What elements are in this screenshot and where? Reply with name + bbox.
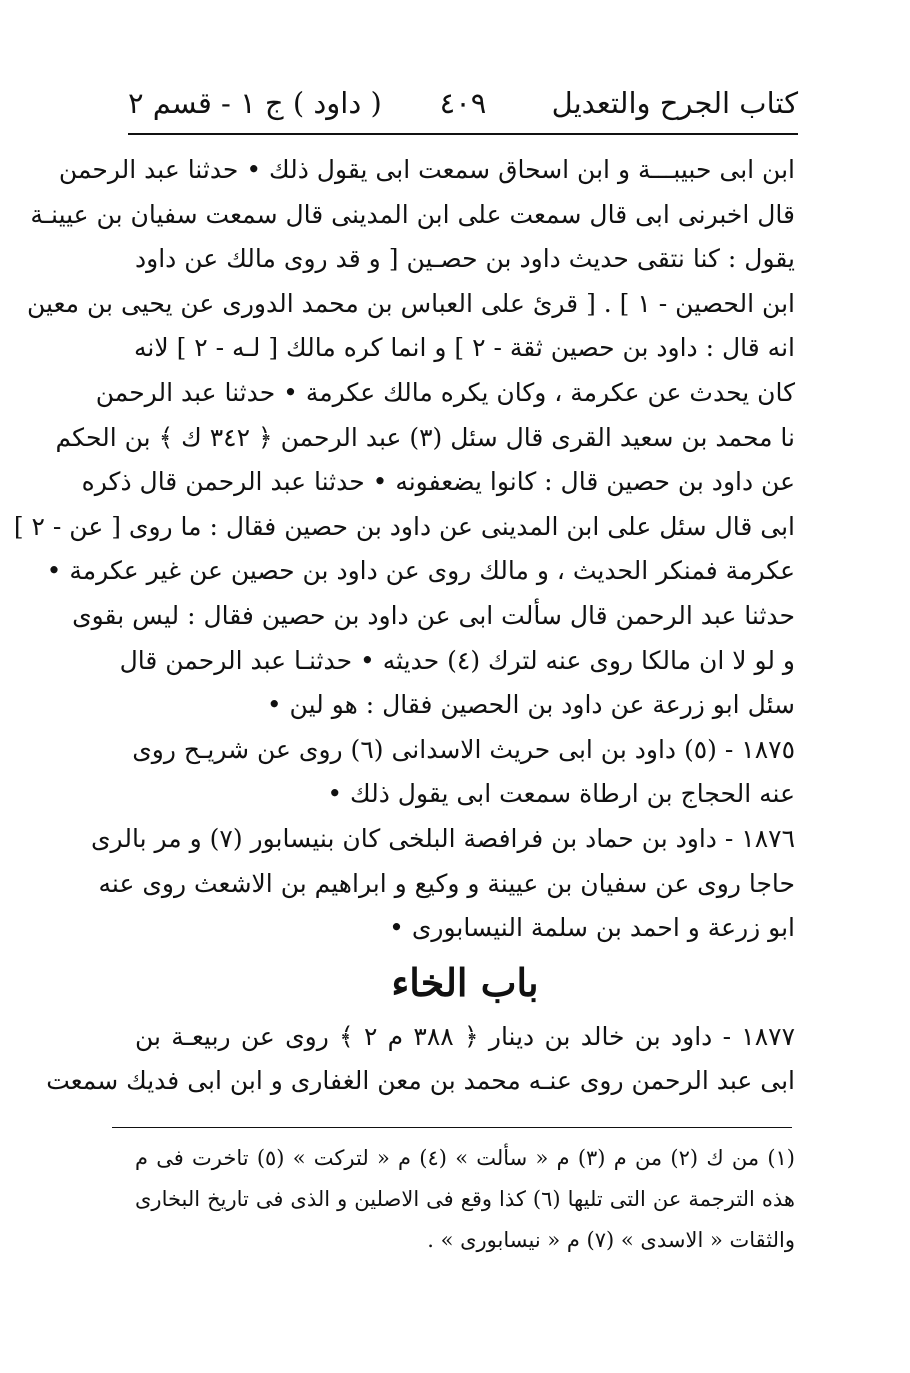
text-line: كان يحدث عن عكرمة ، وكان يكره مالك عكرمة • حدثنا عبد الرحمن — [95, 377, 795, 407]
book-title: كتاب الجرح والتعديل — [551, 86, 798, 120]
chapter-heading: باب الخاء — [391, 959, 539, 1005]
text-line: قال اخبرنى ابى قال سمعت على ابن المدينى قال سمعت سفيان بن عيينـة — [30, 199, 795, 229]
text-line: ابى عبد الرحمن روى عنـه محمد بن معن الغفارى و ابن ابى فديك سمعت — [46, 1066, 795, 1096]
footnote-line: هذه الترجمة عن التى تليها (٦) كذا وقع فى الاصلين و الذى فى تاريخ البخارى — [135, 1187, 795, 1211]
text-line: ابى قال سئل على ابن المدينى عن داود بن حصين فقال : ما روى [ عن - ٢ ] — [13, 511, 795, 541]
text-line: عنه الحجاج بن ارطاة سمعت ابى يقول ذلك • — [327, 779, 795, 809]
footnotes — [135, 1138, 795, 1261]
text-line: حدثنا عبد الرحمن قال سألت ابى عن داود بن حصين فقال : ليس بقوى — [72, 600, 795, 630]
entry-1876: ١٨٧٦ - داود بن حماد بن فرافصة البلخى كان بنيسابور (٧) و مر بالرى — [90, 823, 795, 853]
text-line: عكرمة فمنكر الحديث ، و مالك روى عن داود بن حصين عن غير عكرمة • — [46, 556, 795, 586]
header-rule — [128, 133, 798, 135]
page-number: ٤٠٩ — [439, 86, 487, 120]
entry-1877: ١٨٧٧ - داود بن خالد بن دينار ﴿ ٣٨٨ م ٢ ﴾ روى عن ربيعـة بن — [135, 1021, 795, 1051]
main-text — [13, 148, 795, 1104]
text-line: حاجا روى عن سفيان بن عيينة و وكيع و ابراهيم بن الاشعث روى عنه — [98, 868, 795, 898]
footnote-line: والثقات « الاسدى » (٧) م « نيسابورى » . — [427, 1228, 795, 1252]
section-part: ( داود ) ج ١ - قسم ٢ — [128, 86, 382, 120]
text-line: نا محمد بن سعيد القرى قال سئل (٣) عبد الرحمن ﴿ ٣٤٢ ك ﴾ بن الحكم — [55, 422, 795, 452]
footnote-line: (١) من ك (٢) من م (٣) م « سألت » (٤) م « لتركت » (٥) تاخرت فى م — [135, 1146, 795, 1170]
text-line: عن داود بن حصين قال : كانوا يضعفونه • حدثنا عبد الرحمن قال ذكره — [81, 467, 795, 497]
footnote-rule — [112, 1127, 792, 1128]
text-line: و لو لا ان مالكا روى عنه لترك (٤) حديثه • حدثنـا عبد الرحمن قال — [119, 645, 795, 675]
entry-1875: ١٨٧٥ - (٥) داود بن ابى حريث الاسدانى (٦) روى عن شريـح روى — [132, 734, 795, 764]
text-line: يقول : كنا نتقى حديث داود بن حصـين [ و قد روى مالك عن داود — [135, 244, 795, 274]
running-header — [128, 78, 798, 128]
text-line: انه قال : داود بن حصين ثقة - ٢ ] و انما كره مالك [ لـه - ٢ ] لانه — [134, 333, 795, 363]
text-line: ابن ابى حبيبـــة و ابن اسحاق سمعت ابى يقول ذلك • حدثنا عبد الرحمن — [58, 155, 795, 184]
text-line: ابو زرعة و احمد بن سلمة النيسابورى • — [389, 913, 795, 943]
text-line: ابن الحصين - ١ ] . [ قرئ على العباس بن محمد الدورى عن يحيى بن معين — [27, 288, 795, 318]
text-line: سئل ابو زرعة عن داود بن الحصين فقال : هو لين • — [266, 690, 795, 720]
